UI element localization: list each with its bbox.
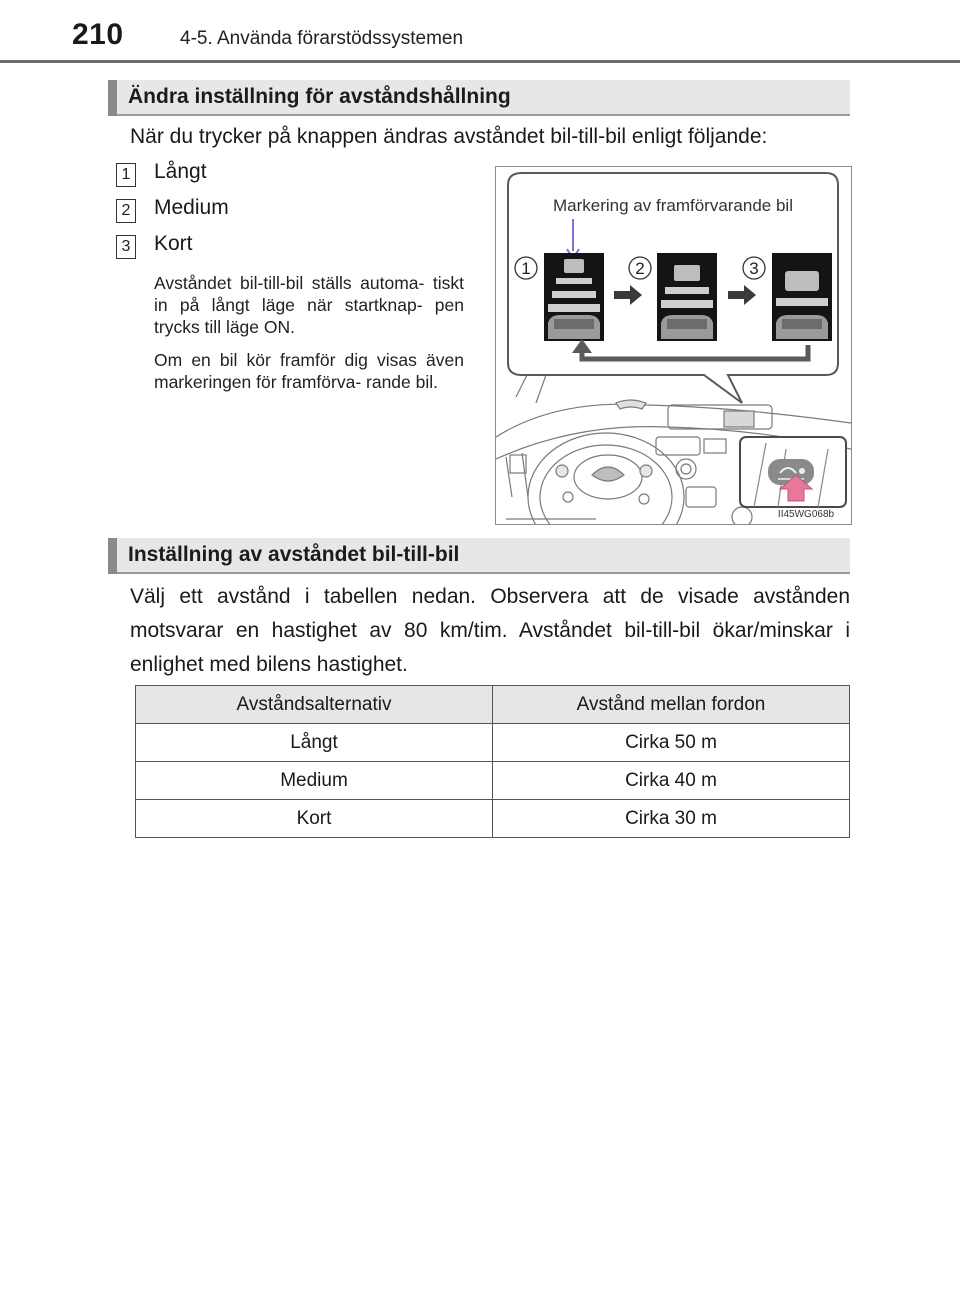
section-heading-distance-setting bbox=[108, 80, 850, 116]
distance-button-zoom bbox=[740, 437, 846, 507]
table-row bbox=[136, 724, 850, 762]
column-header: Avstånd mellan fordon bbox=[493, 686, 850, 724]
section-heading-distance-selection bbox=[108, 538, 850, 574]
chapter-title: 4-5. Använda förarstödssystemen bbox=[180, 28, 464, 49]
note-paragraph: Om en bil kör framför dig visas även markeringen för framförva- rande bil. bbox=[154, 350, 464, 392]
table-cell: Cirka 30 m bbox=[493, 800, 850, 838]
heading-accent-bar bbox=[108, 538, 117, 574]
table-cell: Medium bbox=[136, 762, 493, 800]
table-row bbox=[136, 762, 850, 800]
list-item-label: Långt bbox=[154, 160, 207, 183]
intro-text: När du trycker på knappen ändras avståndet bil-till-bil enligt följande: bbox=[130, 125, 768, 148]
body-paragraph: Välj ett avstånd i tabellen nedan. Observera att de visade avstånden motsvarar en hastighet av 80 km/tim. Avståndet bil-till-bil ökar/minskar i enlighet med bilens hastighet. bbox=[130, 585, 850, 676]
circled-marker-2-label: 2 bbox=[635, 259, 645, 278]
circled-marker-3-label: 3 bbox=[749, 259, 759, 278]
page-number: 210 bbox=[72, 18, 124, 51]
table-cell: Cirka 50 m bbox=[493, 724, 850, 762]
display-panel-long bbox=[544, 253, 604, 341]
column-header: Avståndsalternativ bbox=[136, 686, 493, 724]
figure-code: II45WG068b bbox=[777, 509, 835, 520]
table-cell: Kort bbox=[136, 800, 493, 838]
table-row bbox=[136, 800, 850, 838]
header-divider bbox=[0, 60, 960, 63]
table-header-row bbox=[136, 686, 850, 724]
note-paragraph: Avståndet bil-till-bil ställs automa- tiskt in på långt läge när startknap- pen trycks till läge ON. bbox=[154, 273, 464, 337]
section-heading-text: Inställning av avståndet bil-till-bil bbox=[128, 543, 460, 566]
number-marker: 2 bbox=[116, 199, 136, 223]
callout-label: Markering av framförvarande bil bbox=[553, 196, 793, 215]
display-panel-short bbox=[772, 253, 832, 341]
table-cell: Cirka 40 m bbox=[493, 762, 850, 800]
number-marker: 1 bbox=[116, 163, 136, 187]
illustration-svg bbox=[496, 167, 851, 524]
heading-accent-bar bbox=[108, 80, 117, 116]
distance-table bbox=[135, 685, 850, 838]
display-panel-medium bbox=[657, 253, 717, 341]
number-marker: 3 bbox=[116, 235, 136, 259]
illustration-distance-switch bbox=[495, 166, 852, 525]
table-cell: Långt bbox=[136, 724, 493, 762]
circled-marker-1-label: 1 bbox=[521, 259, 531, 278]
list-item-label: Kort bbox=[154, 232, 193, 255]
section-heading-text: Ändra inställning för avståndshållning bbox=[128, 85, 511, 108]
list-item-label: Medium bbox=[154, 196, 229, 219]
